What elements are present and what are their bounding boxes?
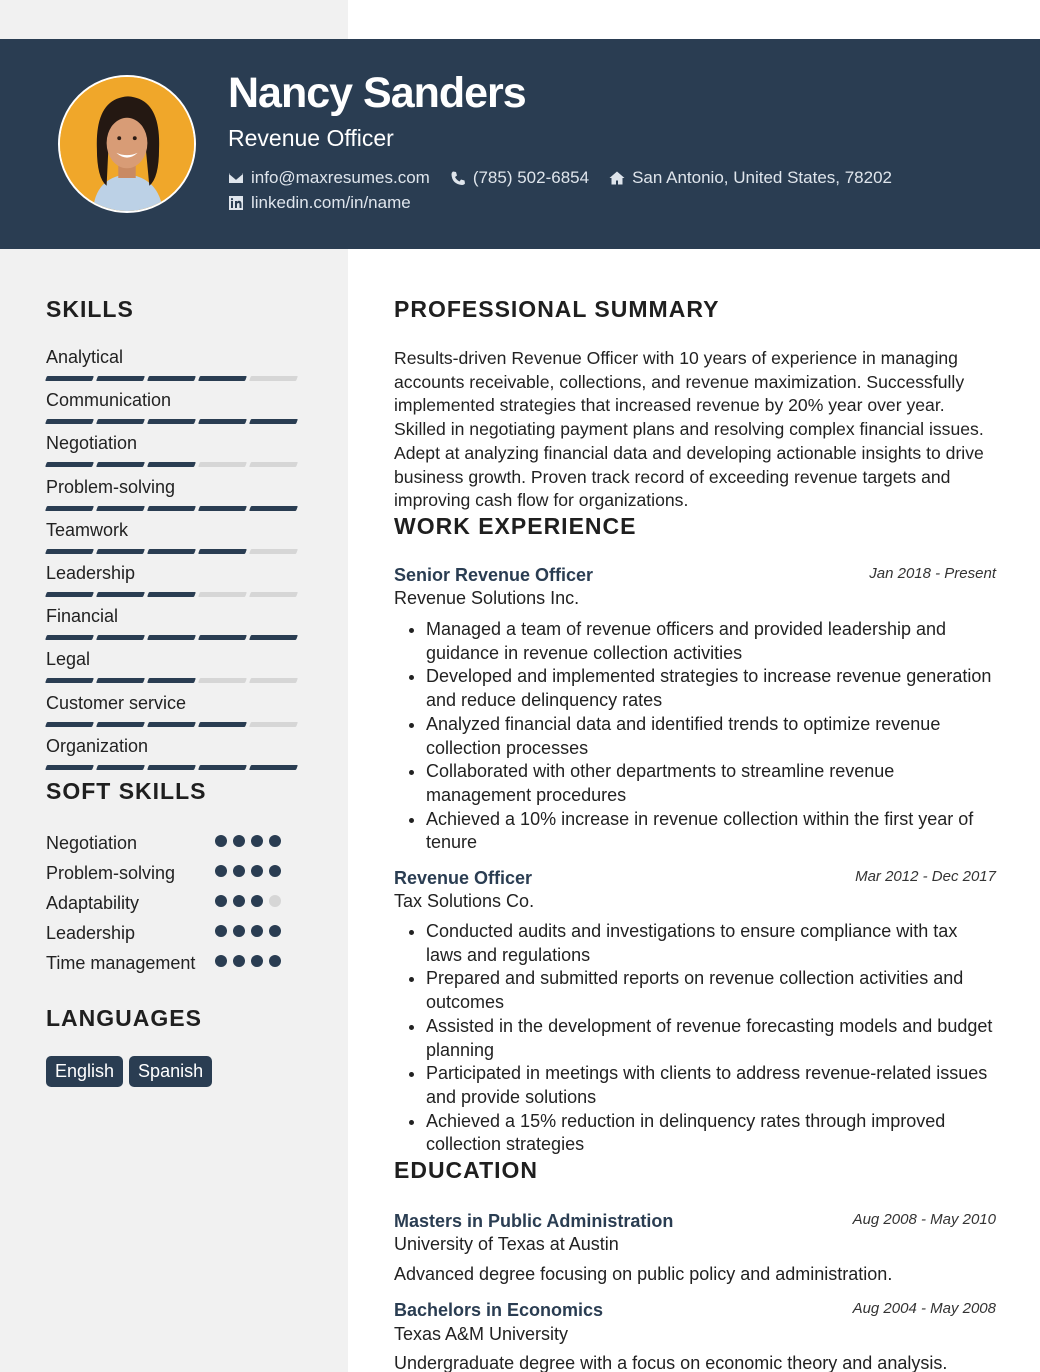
soft-skill-name: Adaptability — [46, 893, 140, 913]
skill-level-segment — [198, 549, 247, 554]
skill-level-segment — [249, 592, 298, 597]
soft-skill-rating — [215, 835, 281, 847]
contact-email[interactable] — [228, 168, 430, 188]
soft-skill-item — [46, 921, 302, 946]
skill-level-segment — [45, 592, 94, 597]
skill-name: Communication — [46, 390, 172, 411]
soft-skill-name: Time management — [46, 953, 196, 973]
skill-level-segment — [96, 549, 145, 554]
skill-level-segment — [147, 722, 196, 727]
soft-skill-item — [46, 861, 302, 886]
soft-skill-name: Negotiation — [46, 833, 138, 853]
soft-skill-name: Leadership — [46, 923, 136, 943]
skill-level-segment — [45, 506, 94, 511]
rating-dot — [269, 865, 281, 877]
skill-level-bar — [46, 592, 302, 597]
list-item: Developed and implemented strategies to increase revenue generation and reduce delinquency rates — [406, 665, 996, 712]
skill-level-segment — [198, 376, 247, 381]
skill-level-segment — [45, 722, 94, 727]
skill-level-segment — [45, 462, 94, 467]
skill-level-segment — [198, 635, 247, 640]
skill-level-segment — [96, 376, 145, 381]
skill-level-segment — [249, 419, 298, 424]
list-item: Analyzed financial data and identified trends to optimize revenue collection processes — [406, 713, 996, 760]
skill-level-segment — [147, 678, 196, 683]
skill-level-segment — [147, 549, 196, 554]
skill-level-segment — [96, 419, 145, 424]
rating-dot — [251, 925, 263, 937]
rating-dot — [233, 835, 245, 847]
skill-item — [46, 347, 302, 381]
skill-name: Organization — [46, 735, 149, 756]
list-item: Assisted in the development of revenue forecasting models and budget planning — [406, 1015, 996, 1062]
rating-dot — [269, 895, 281, 907]
phone-text: (785) 502-6854 — [472, 168, 590, 187]
rating-dot — [251, 955, 263, 967]
rating-dot — [215, 955, 227, 967]
contact-row — [228, 168, 912, 188]
skill-level-bar — [46, 635, 302, 640]
rating-dot — [251, 835, 263, 847]
skill-level-segment — [147, 506, 196, 511]
degree-title: Bachelors in Economics — [394, 1300, 604, 1320]
skill-level-segment — [147, 376, 196, 381]
skill-level-segment — [147, 419, 196, 424]
skill-level-segment — [198, 678, 247, 683]
skill-level-segment — [45, 419, 94, 424]
skill-level-bar — [46, 765, 302, 770]
rating-dot — [215, 835, 227, 847]
skill-level-segment — [198, 462, 247, 467]
soft-skill-item — [46, 951, 302, 976]
rating-dot — [251, 895, 263, 907]
skill-item — [46, 563, 302, 597]
soft-skills-heading: SOFT SKILLS — [46, 778, 207, 804]
skill-level-segment — [96, 678, 145, 683]
skill-level-segment — [198, 765, 247, 770]
job-dates: Mar 2012 - Dec 2017 — [855, 868, 996, 885]
school-name: University of Texas at Austin — [394, 1234, 619, 1254]
rating-dot — [233, 925, 245, 937]
skill-item — [46, 520, 302, 554]
skill-level-segment — [45, 635, 94, 640]
skill-name: Analytical — [46, 347, 124, 367]
rating-dot — [215, 925, 227, 937]
skill-name: Customer service — [46, 692, 187, 713]
contact-address — [609, 168, 892, 188]
contact-row — [228, 193, 431, 213]
rating-dot — [269, 955, 281, 967]
degree-description: Advanced degree focusing on public policy and administration. — [394, 1264, 893, 1284]
skill-level-bar — [46, 376, 302, 381]
contact-linkedin[interactable] — [228, 193, 411, 213]
skill-level-bar — [46, 549, 302, 554]
skill-level-bar — [46, 506, 302, 511]
skill-level-segment — [45, 678, 94, 683]
job-title: Revenue Officer — [394, 868, 533, 888]
skill-level-segment — [249, 462, 298, 467]
languages-list — [46, 1056, 212, 1087]
skill-level-segment — [96, 635, 145, 640]
candidate-name: Nancy Sanders — [228, 69, 526, 117]
header-banner — [0, 39, 1040, 249]
skill-level-segment — [147, 765, 196, 770]
soft-skill-item — [46, 831, 302, 856]
avatar-portrait-icon — [60, 77, 194, 211]
skill-item — [46, 693, 302, 727]
skill-level-segment — [249, 549, 298, 554]
soft-skill-rating — [215, 895, 281, 907]
list-item: Managed a team of revenue officers and provided leadership and guidance in revenue collection activities — [406, 618, 996, 665]
soft-skill-rating — [215, 925, 281, 937]
skill-item — [46, 477, 302, 511]
skill-level-bar — [46, 419, 302, 424]
skill-level-segment — [249, 635, 298, 640]
contact-phone[interactable] — [450, 168, 589, 188]
skill-level-segment — [45, 376, 94, 381]
skill-level-bar — [46, 462, 302, 467]
skill-name: Leadership — [46, 563, 136, 583]
address-text: San Antonio, United States, 78202 — [632, 168, 892, 187]
soft-skill-rating — [215, 955, 281, 967]
skill-level-segment — [198, 592, 247, 597]
list-item: Conducted audits and investigations to ensure compliance with tax laws and regulations — [406, 920, 996, 967]
skill-level-segment — [198, 722, 247, 727]
skill-name: Problem-solving — [46, 476, 176, 497]
skill-name: Financial — [46, 606, 119, 627]
job-title: Senior Revenue Officer — [394, 565, 594, 585]
avatar — [58, 75, 196, 213]
school-name: Texas A&M University — [394, 1324, 569, 1344]
soft-skill-rating — [215, 865, 281, 877]
skill-level-segment — [249, 376, 298, 381]
rating-dot — [269, 835, 281, 847]
summary-text: Results-driven Revenue Officer with 10 years of experience in managing accounts receivable, collections, and revenue maximization. Successfully implemented strategies that increased revenue by 20% year over year. Skilled in negotiating payment plans and resolving complex financial issues. Adept at analyzing financial data and developing actionable insights to drive business growth. Proven track record of exceeding revenue targets and improving cash flow for organizations. — [394, 348, 984, 511]
job-company: Tax Solutions Co. — [394, 891, 535, 911]
skill-level-segment — [96, 722, 145, 727]
linkedin-icon — [228, 195, 244, 211]
skill-level-segment — [96, 765, 145, 770]
email-text: info@maxresumes.com — [251, 168, 430, 187]
skill-level-segment — [96, 462, 145, 467]
skills-heading: SKILLS — [46, 296, 134, 322]
skill-level-segment — [249, 506, 298, 511]
home-icon — [609, 170, 625, 186]
degree-title: Masters in Public Administration — [394, 1211, 674, 1231]
candidate-title: Revenue Officer — [228, 125, 394, 151]
skill-level-segment — [45, 765, 94, 770]
skill-level-segment — [147, 592, 196, 597]
skill-level-segment — [249, 678, 298, 683]
skill-item — [46, 649, 302, 683]
job-bullets — [406, 618, 996, 855]
skill-name: Negotiation — [46, 433, 138, 454]
list-item: Prepared and submitted reports on revenue collection activities and outcomes — [406, 967, 996, 1014]
skill-name: Teamwork — [46, 519, 129, 540]
skill-level-bar — [46, 678, 302, 683]
list-item: Achieved a 15% reduction in delinquency rates through improved collection strategies — [406, 1110, 996, 1157]
skill-level-segment — [45, 549, 94, 554]
education-heading: EDUCATION — [394, 1157, 539, 1183]
skill-item — [46, 390, 302, 424]
degree-description: Undergraduate degree with a focus on economic theory and analysis. — [394, 1353, 948, 1372]
list-item: Participated in meetings with clients to address revenue-related issues and provide solutions — [406, 1062, 996, 1109]
degree-dates: Aug 2004 - May 2008 — [852, 1300, 996, 1317]
skill-level-segment — [147, 635, 196, 640]
skill-name: Legal — [46, 649, 91, 670]
phone-icon — [450, 170, 466, 186]
rating-dot — [215, 865, 227, 877]
list-item: Collaborated with other departments to streamline revenue management procedures — [406, 760, 996, 807]
skill-item — [46, 433, 302, 467]
language-badge: Spanish — [129, 1056, 212, 1087]
skill-level-segment — [147, 462, 196, 467]
envelope-icon — [228, 170, 244, 186]
rating-dot — [251, 865, 263, 877]
soft-skill-item — [46, 891, 302, 916]
degree-dates: Aug 2008 - May 2010 — [852, 1211, 996, 1228]
soft-skill-name: Problem-solving — [46, 863, 176, 883]
language-badge: English — [46, 1056, 123, 1087]
rating-dot — [233, 955, 245, 967]
skill-level-segment — [198, 506, 247, 511]
rating-dot — [215, 895, 227, 907]
skill-level-segment — [249, 722, 298, 727]
job-dates: Jan 2018 - Present — [869, 565, 996, 582]
languages-heading: LANGUAGES — [46, 1005, 202, 1031]
job-company: Revenue Solutions Inc. — [394, 588, 580, 608]
rating-dot — [233, 865, 245, 877]
skill-item — [46, 606, 302, 640]
job-bullets — [406, 920, 996, 1157]
skill-level-segment — [96, 506, 145, 511]
rating-dot — [233, 895, 245, 907]
skill-item — [46, 736, 302, 770]
skill-level-segment — [249, 765, 298, 770]
experience-heading: WORK EXPERIENCE — [394, 513, 637, 539]
summary-heading: PROFESSIONAL SUMMARY — [394, 296, 720, 322]
list-item: Achieved a 10% increase in revenue collection within the first year of tenure — [406, 808, 996, 855]
rating-dot — [269, 925, 281, 937]
skill-level-segment — [198, 419, 247, 424]
skill-level-bar — [46, 722, 302, 727]
skill-level-segment — [96, 592, 145, 597]
linkedin-text: linkedin.com/in/name — [251, 193, 411, 212]
